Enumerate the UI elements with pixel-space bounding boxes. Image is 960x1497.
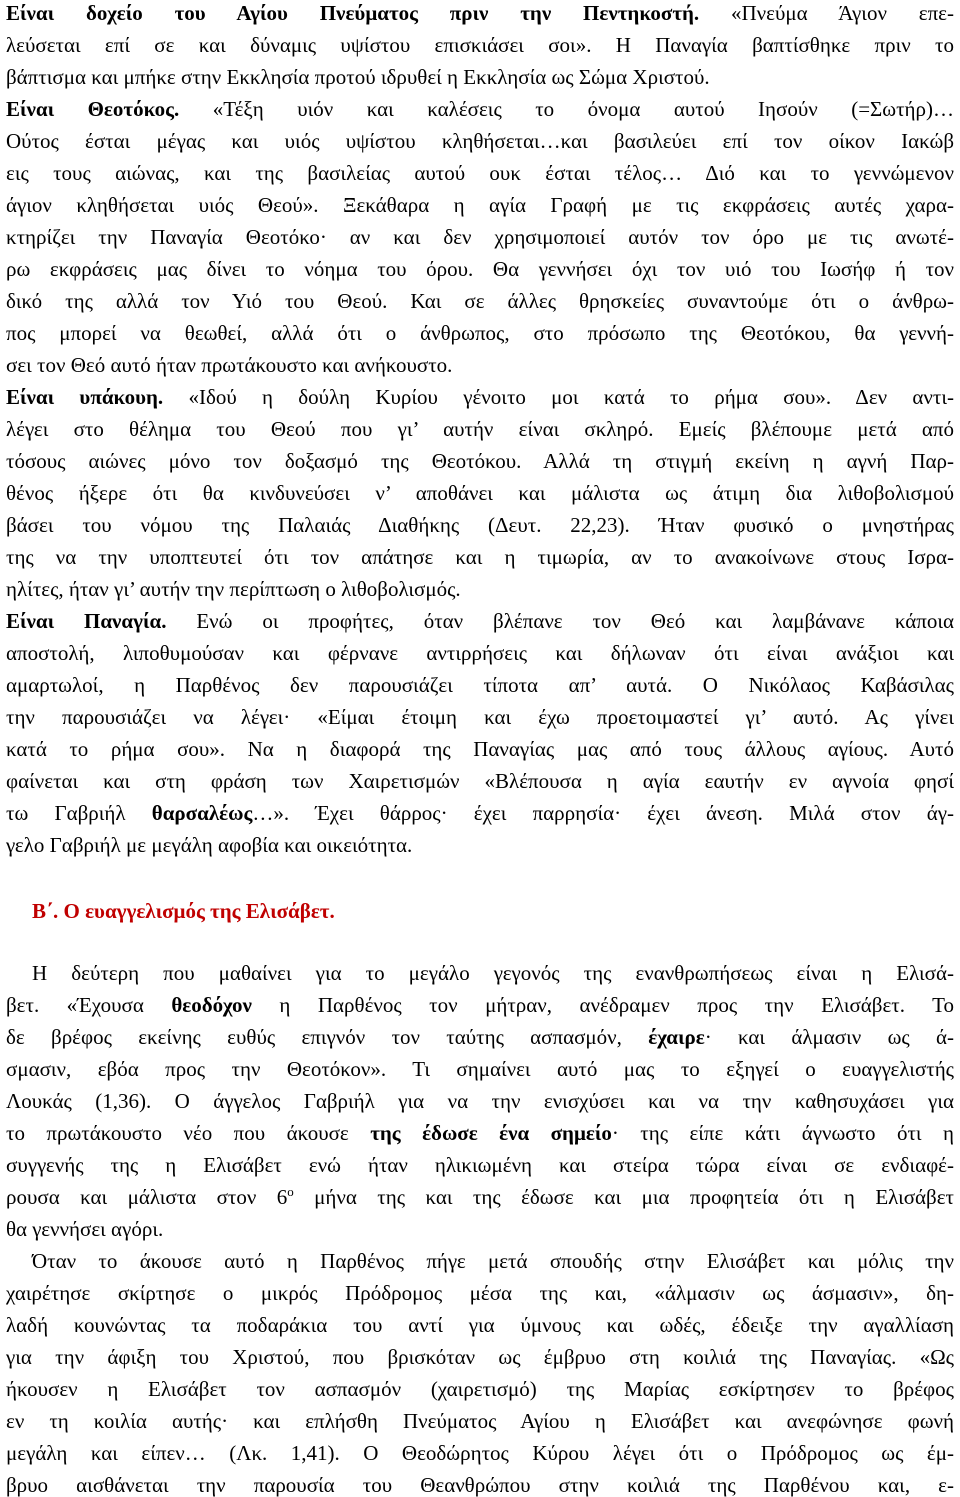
text-line (6, 766, 954, 796)
text-run: Ενώ οι προφήτες, όταν βλέπανε τον Θεό και λαμβάνανε κάποια (166, 609, 955, 633)
text-run: πος μπορεί να θεωθεί, αλλά ότι ο άνθρωπος, στο πρόσωπο της Θεοτόκου, θα γεννή- (6, 321, 954, 345)
text-run: θένος ήξερε ότι θα κινδυνεύσει ν’ αποθάνει και μάλιστα ως άτιμη δια λιθοβολισμού (6, 481, 954, 505)
text-run: δε βρέφος εκείνης ευθύς επιγνόν τον ταύτης ασπασμόν, (6, 1025, 649, 1049)
text-run: λεύσεται επί σε και δύναμις υψίστου επισκιάσει σοι». Η Παναγία βαπτίσθηκε πριν το (6, 33, 954, 57)
bold-phrase: της έδωσε ένα σημείο (370, 1121, 612, 1145)
text-line (32, 1246, 954, 1276)
text-run: βάσει του νόμου της Παλαιάς Διαθήκης (Δευτ. 22,23). Ήταν φυσικό ο μνηστήρας (6, 513, 954, 537)
text-line (6, 254, 954, 284)
text-run: κατά το ρήμα σου». Να η διαφορά της Παναγίας μας από τους άλλους αγίους. Αυτό (6, 737, 954, 761)
text-run: σμασιν, εβόα προς την Θεοτόκον». Τι σημαίνει αυτό μας το εξηγεί ο ευαγγελιστής (6, 1057, 954, 1081)
text-line (32, 958, 954, 988)
text-run: Όταν το άκουσε αυτό η Παρθένος πήγε μετά σπουδής στην Ελισάβετ και μόλις την (32, 1249, 954, 1273)
text-line (6, 30, 954, 60)
text-line (6, 798, 954, 828)
text-run: Ούτος έσται μέγας και υιός υψίστου κληθήσεται…και βασιλεύει επί τον οίκον Ιακώβ (6, 129, 954, 153)
text-run: τω Γαβριήλ (6, 801, 152, 825)
text-line (6, 446, 954, 476)
text-run: δικό της αλλά τον Υιό του Θεού. Και σε άλλες θρησκείες συναντούμε ότι ο άνθρω- (6, 289, 954, 313)
text-line (6, 350, 954, 380)
bold-phrase: θαρσαλέως (151, 801, 253, 825)
text-run: σει τον Θεό αυτό ήταν πρωτάκουστο και ανήκουστο. (6, 353, 453, 377)
text-run: χαιρέτησε σκίρτησε ο μικρός Πρόδρομος μέσα της και, «άλμασιν ως άσμασιν», δη- (6, 1281, 954, 1305)
text-run: θα γεννήσει αγόρι. (6, 1217, 164, 1241)
text-line (6, 606, 954, 636)
text-run: ρουσα και μάλιστα στον 6 (6, 1185, 288, 1209)
text-run: γελο Γαβριήλ με μεγάλη αφοβία και οικειότητα. (6, 833, 413, 857)
text-run: συγγενής της η Ελισάβετ ενώ ήταν ηλικιωμένη και στείρα τώρα είναι σε ενδιαφέ- (6, 1153, 954, 1177)
text-run: λαδή κουνώντας τα ποδαράκια του αντί για ύμνους και ωδές, έδειξε την αγαλλίαση (6, 1313, 954, 1337)
text-run: την παρουσιάζει να λέγει· «Είμαι έτοιμη και έχω προετοιμαστεί γι’ αυτό. Ας γίνει (6, 705, 954, 729)
text-run: ρω εκφράσεις μας δίνει το νόημα του όρου. Θα γεννήσει όχι τον υιό του Ιωσήφ ή τον (6, 257, 954, 281)
text-line (6, 1150, 954, 1180)
text-run: βάπτισμα και μπήκε στην Εκκλησία προτού ιδρυθεί η Εκκλησία ως Σώμα Χριστού. (6, 65, 710, 89)
superscript: ο (287, 1184, 294, 1199)
text-run: εις τους αιώνας, και της βασιλείας αυτού ουκ έσται τέλος… Διό και το γεννώμενον (6, 161, 954, 185)
text-run: για την άφιξη του Χριστού, που βρισκόταν ως έμβρυο στη κοιλιά της Παναγίας. «Ως (6, 1345, 954, 1369)
text-line (6, 126, 954, 156)
bold-phrase: Είναι Παναγία. (6, 609, 167, 633)
text-run: βετ. «Έχουσα (6, 993, 172, 1017)
text-line (6, 62, 954, 92)
bold-phrase: θεοδόχον (171, 993, 252, 1017)
text-run: τόσους αιώνες μόνο τον δοξασμό της Θεοτόκου. Αλλά τη στιγμή εκείνη η αγνή Παρ- (6, 449, 954, 473)
text-line (6, 190, 954, 220)
text-line (6, 990, 954, 1020)
section-heading: Β΄. Ο ευαγγελισμός της Ελισάβετ. (32, 899, 335, 923)
text-line (6, 1374, 954, 1404)
text-line (6, 1470, 954, 1497)
text-run: «Τέξη υιόν και καλέσεις το όνομα αυτού Ιησούν (=Σωτήρ)… (179, 97, 954, 121)
text-run: ηλίτες, ήταν γι’ αυτήν την περίπτωση ο λιθοβολισμός. (6, 577, 461, 601)
text-line (6, 1310, 954, 1340)
text-run: · της είπε κάτι άγνωστο ότι η (611, 1121, 954, 1145)
text-line (6, 670, 954, 700)
text-line (6, 638, 954, 668)
text-line (6, 286, 954, 316)
text-line (6, 1022, 954, 1052)
text-line (6, 158, 954, 188)
text-line (6, 1406, 954, 1436)
text-run: αποστολή, λιποθυμούσαν και φέρνανε αντιρρήσεις και δήλωναν ότι είναι ανάξιοι και (6, 641, 954, 665)
text-run: · και άλμασιν ως ά- (704, 1025, 954, 1049)
text-line (6, 542, 954, 572)
text-line (6, 702, 954, 732)
text-run: μεγάλη και είπεν… (Λκ. 1,41). Ο Θεοδώρητος Κύρου λέγει ότι ο Πρόδρομος ως έμ- (6, 1441, 954, 1465)
text-line (6, 1214, 954, 1244)
text-run: αμαρτωλοί, η Παρθένος δεν παρουσιάζει τίποτα απ’ αυτά. Ο Νικόλαος Καβάσιλας (6, 673, 954, 697)
text-line (6, 318, 954, 348)
text-run: λέγει στο θέλημα του Θεού που γι’ αυτήν είναι σκληρό. Εμείς βλέπουμε μετά από (6, 417, 954, 441)
text-run: βρυο αισθάνεται την παρουσία του Θεανθρώπου στην κοιλιά της Παρθένου και, ε- (6, 1473, 954, 1497)
text-line (6, 830, 954, 860)
text-run: …». Έχει θάρρος· έχει παρρησία· έχει άνεση. Μιλά στον άγ- (252, 801, 954, 825)
text-line (6, 414, 954, 444)
text-run: Η δεύτερη που μαθαίνει για το μεγάλο γεγονός της ενανθρωπήσεως είναι η Ελισά- (32, 961, 954, 985)
text-line (6, 1118, 954, 1148)
text-run: η Παρθένος τον μήτραν, ανέδραμεν προς την Ελισάβετ. Το (251, 993, 954, 1017)
text-run: το πρωτάκουστο νέο που άκουσε (6, 1121, 371, 1145)
text-line (6, 1342, 954, 1372)
text-line (6, 1182, 954, 1212)
text-line (6, 1086, 954, 1116)
text-run: «Πνεύμα Άγιον επε- (699, 1, 954, 25)
text-line (6, 222, 954, 252)
bold-phrase: Είναι υπάκουη. (6, 385, 164, 409)
text-run: εν τη κοιλία αυτής· και επλήσθη Πνεύματος Αγίου η Ελισάβετ και ανεφώνησε φωνή (6, 1409, 954, 1433)
bold-phrase: Είναι Θεοτόκος. (6, 97, 180, 121)
text-line (6, 510, 954, 540)
text-run: ήκουσεν η Ελισάβετ τον ασπασμόν (χαιρετισμό) της Μαρίας εσκίρτησεν το βρέφος (6, 1377, 954, 1401)
text-line (6, 1054, 954, 1084)
bold-phrase: Είναι δοχείο του Αγίου Πνεύματος πριν την Πεντηκοστή. (6, 1, 700, 25)
bold-phrase: έχαιρε (648, 1025, 705, 1049)
text-line (6, 734, 954, 764)
text-line (6, 94, 954, 124)
text-line (6, 382, 954, 412)
text-run: Λουκάς (1,36). Ο άγγελος Γαβριήλ για να την ενισχύσει και να την καθησυχάσει για (6, 1089, 954, 1113)
text-line (6, 1438, 954, 1468)
text-run: της να την υποπτευτεί ότι τον απάτησε και η τιμωρία, αν το ανακοίνωνε στους Ισρα- (6, 545, 954, 569)
text-run: άγιον κληθήσεται υιός Θεού». Ξεκάθαρα η αγία Γραφή με τις εκφράσεις αυτές χαρα- (6, 193, 954, 217)
text-run: μήνα της και της έδωσε και μια προφητεία ότι η Ελισάβετ (293, 1185, 954, 1209)
text-line (6, 574, 954, 604)
text-run: «Ιδού η δούλη Κυρίου γένοιτο μοι κατά το ρήμα σου». Δεν αντι- (163, 385, 954, 409)
text-line (6, 478, 954, 508)
text-line (6, 1278, 954, 1308)
text-line (6, 0, 954, 28)
text-run: κτηρίζει την Παναγία Θεοτόκο· αν και δεν χρησιμοποιεί αυτόν τον όρο με τις ανωτέ- (6, 225, 954, 249)
text-run: φαίνεται και στη φράση των Χαιρετισμών «Βλέπουσα η αγία εαυτήν εν αγνοία φησί (6, 769, 954, 793)
